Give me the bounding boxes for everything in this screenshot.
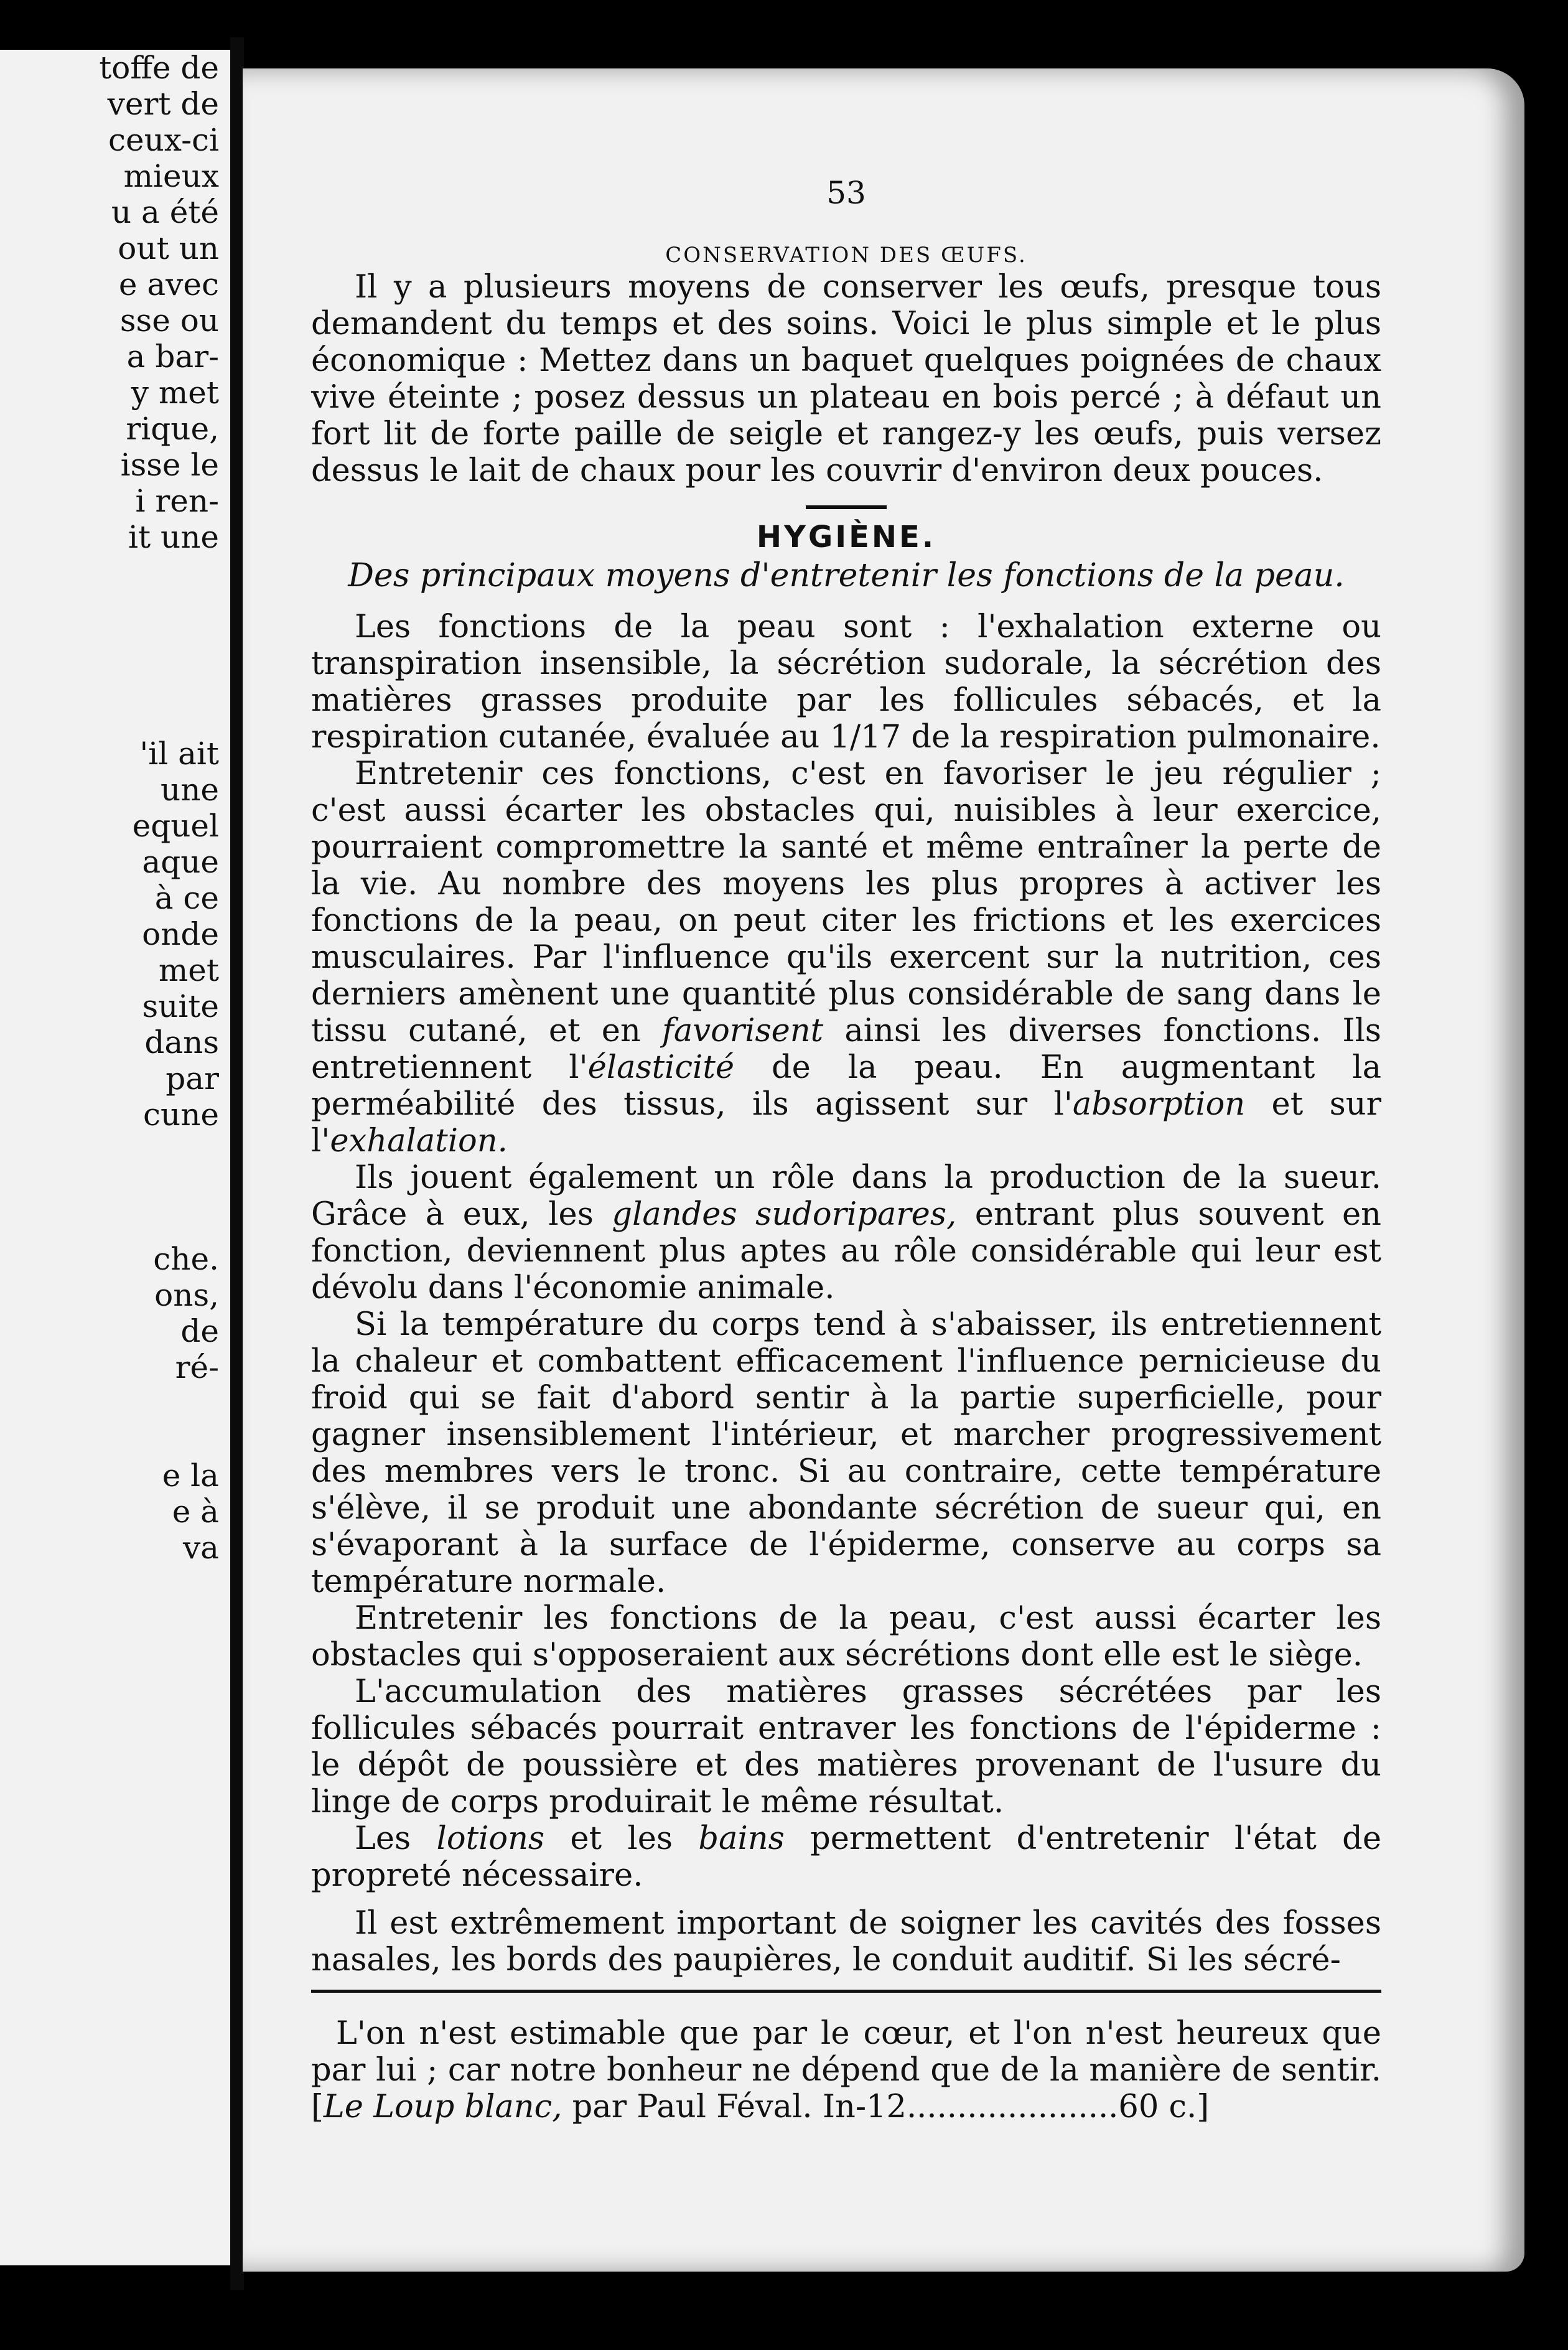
footer-divider: [311, 1990, 1381, 1993]
left-fragment-line: mieux: [123, 158, 219, 194]
paragraph-7-text-a: Les: [355, 1820, 437, 1857]
section-eggs-paragraph: Il y a plusieurs moyens de conserver les œufs, presque tous demandent du temps et des soins. Voici le plus simple et le plus économique : Mettez dans un baquet quelques poignées de chaux vive éteinte ; posez dessus un plateau en bois percé ; à défaut un fort lit de forte paille de seigle et rangez-y les œufs, puis versez dessus le lait de chaux pour les couvrir d'environ deux pouces.: [311, 269, 1381, 489]
page-text-block: [311, 174, 1381, 2125]
paragraph-gap: [311, 1894, 1381, 1905]
paragraph-2-text-d: et sur l': [311, 1086, 1381, 1159]
left-fragment-line: de: [180, 1313, 219, 1349]
left-fragment-line: suite: [142, 988, 219, 1024]
footer-text-b: par Paul Féval. In-12.....................60 c.]: [562, 2089, 1210, 2125]
paragraph-7-lotions: lotions: [436, 1820, 545, 1857]
left-fragment-line: à ce: [154, 880, 219, 916]
left-fragment-line: toffe de: [99, 50, 219, 86]
left-fragment-line: i ren-: [135, 483, 219, 519]
paragraph-7-text-c: permettent d'entretenir l'état de propreté nécessaire.: [311, 1820, 1382, 1894]
left-fragment-line: e avec: [118, 266, 219, 302]
footer-quote-text: [311, 2015, 1381, 2125]
section-divider: [806, 505, 887, 509]
paragraph-3-text-b: entrant plus souvent en fonction, deviennent plus aptes au rôle considérable qui leur est dévolu dans l'économie animale.: [311, 1196, 1381, 1306]
paragraph-2-text-c: de la peau. En augmentant la perméabilité des tissus, ils agissent sur l': [311, 1049, 1381, 1123]
paragraph-2-text-b: ainsi les diverses fonctions. Ils entretiennent l': [311, 1013, 1381, 1086]
hygiene-title: HYGIÈNE.: [756, 520, 936, 555]
left-fragment-line: ceux-ci: [108, 122, 219, 158]
paragraph-2-elasticite: élasticité: [587, 1049, 735, 1086]
left-fragment-line: une: [161, 772, 219, 808]
left-fragment-line: e la: [162, 1458, 219, 1494]
paragraph-7-bains: bains: [698, 1820, 785, 1857]
paragraph-8: Il est extrêmement important de soigner les cavités des fosses nasales, les bords des paupières, le conduit auditif. Si les sécré-: [311, 1905, 1381, 1978]
paragraph-6: L'accumulation des matières grasses sécrétées par les follicules sébacés pourrait entraver les fonctions de l'épiderme : le dépôt de poussière et des matières provenant de l'usure du linge de corps produirait le même résultat.: [311, 1674, 1381, 1820]
main-page: [243, 68, 1524, 2272]
paragraph-5: Entretenir les fonctions de la peau, c'est aussi écarter les obstacles qui s'opposeraient aux sécrétions dont elle est le siège.: [311, 1600, 1381, 1674]
left-fragment-line: che.: [153, 1241, 219, 1277]
left-fragment-line: [99, 700, 219, 736]
paragraph-2-absorption: absorption: [1072, 1086, 1246, 1123]
footer-book-title: Le Loup blanc,: [323, 2089, 562, 2125]
left-fragment-line: rique,: [126, 411, 219, 447]
left-fragment-line: [99, 1133, 219, 1169]
left-fragment-line: [99, 555, 219, 591]
left-fragment-line: isse le: [120, 447, 219, 483]
book-gutter: [230, 37, 244, 2290]
paragraph-2-favorisent: favorisent: [661, 1013, 824, 1049]
left-fragment-line: u a été: [111, 194, 219, 230]
left-fragment-line: cune: [143, 1097, 219, 1133]
left-fragment-line: met: [158, 952, 219, 988]
left-fragment-line: va: [182, 1530, 219, 1566]
paragraph-3: [311, 1159, 1381, 1306]
paragraph-2-exhalation: exhalation.: [330, 1123, 508, 1159]
left-fragment-line: [99, 1205, 219, 1241]
paragraph-2-text-a: Entretenir ces fonctions, c'est en favoriser le jeu régulier ; c'est aussi écarter les obstacles qui, nuisibles à leur exercice, pourraient compromettre la santé et même entraîner la perte de la vie. Au nombre des moyens les plus propres à activer les fonctions de la peau, on peut citer les frictions et les exercices musculaires. Par l'influence qu'ils exercent sur la nutrition, ces derniers amènent une quantité plus considérable de sang dans le tissu cutané, et en: [311, 756, 1381, 1049]
left-fragment-line: equel: [132, 808, 219, 844]
left-fragment-line: y met: [131, 375, 219, 411]
left-fragment-line: aque: [142, 844, 219, 880]
left-fragment-line: vert de: [107, 86, 219, 122]
left-fragment-line: [99, 591, 219, 627]
footer-quote: [311, 2015, 1381, 2125]
left-fragment-line: 'il ait: [139, 736, 219, 772]
paragraph-7: [311, 1820, 1381, 1894]
left-fragment-line: ons,: [154, 1277, 219, 1313]
paragraph-3-glandes: glandes sudoripares,: [612, 1196, 957, 1233]
left-fragment-line: [99, 663, 219, 700]
left-fragment-line: onde: [142, 916, 219, 952]
left-fragment-line: dans: [144, 1024, 219, 1060]
left-fragment-line: a bar-: [126, 339, 219, 375]
left-fragment-line: [99, 627, 219, 663]
left-facing-page: [0, 50, 230, 2265]
left-fragment-line: par: [166, 1060, 219, 1097]
left-fragment-line: e à: [172, 1494, 219, 1530]
left-fragment-line: [99, 1169, 219, 1205]
left-fragment-line: it une: [128, 519, 219, 555]
hygiene-subtitle: Des principaux moyens d'entretenir les fonctions de la peau.: [348, 557, 1345, 594]
left-page-text-fragments: [99, 50, 219, 1566]
paragraph-7-text-b: et les: [544, 1820, 699, 1857]
page-number: 53: [826, 175, 866, 211]
paragraph-1: Les fonctions de la peau sont : l'exhalation externe ou transpiration insensible, la sécrétion sudorale, la sécrétion des matières grasses produite par les follicules sébacés, et la respiration cutanée, évaluée au 1/17 de la respiration pulmonaire.: [311, 609, 1381, 756]
left-fragment-line: [99, 1421, 219, 1458]
left-fragment-line: ré-: [175, 1349, 219, 1385]
left-fragment-line: sse ou: [119, 302, 219, 339]
footer-text-a: L'on n'est estimable que par le cœur, et l'on n'est heureux que par lui ; car notre bonheur ne dépend que de la manière de sentir. [: [311, 2015, 1381, 2125]
paragraph-4: Si la température du corps tend à s'abaisser, ils entretiennent la chaleur et combattent efficacement l'influence pernicieuse du froid qui se fait d'abord sentir à la partie superficielle, pour gagner insensiblement l'intérieur, et marcher progressivement des membres vers le tronc. Si au contraire, cette température s'élève, il se produit une abondante sécrétion de sueur qui, en s'évaporant à la surface de l'épiderme, conserve au corps sa température normale.: [311, 1306, 1381, 1600]
paragraph-3-text-a: Ils jouent également un rôle dans la production de la sueur. Grâce à eux, les: [311, 1159, 1381, 1233]
section-title-eggs: CONSERVATION DES ŒUFS.: [665, 243, 1027, 268]
paragraph-2: [311, 756, 1381, 1159]
left-fragment-line: [99, 1385, 219, 1421]
left-fragment-line: out un: [118, 230, 219, 266]
